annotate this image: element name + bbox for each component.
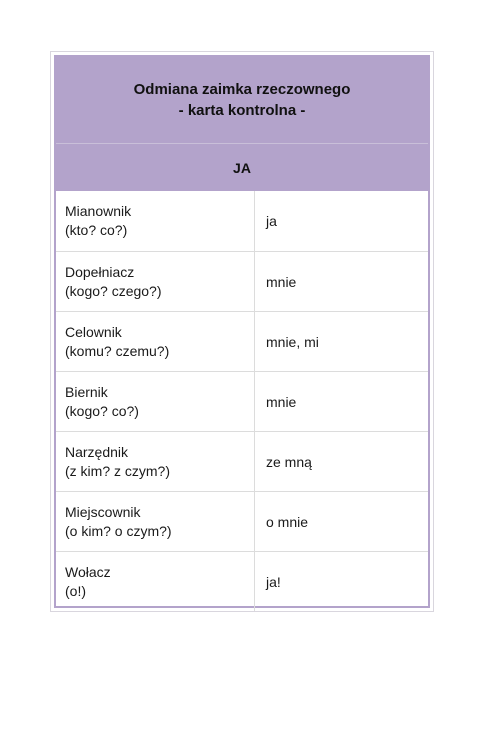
case-question: (kogo? co?) — [65, 402, 139, 419]
form-cell — [255, 191, 428, 251]
form-cell — [255, 432, 428, 491]
table-row — [56, 251, 428, 311]
case-name: Biernik — [65, 383, 108, 400]
case-name: Miejscownik — [65, 503, 141, 520]
case-name: Wołacz — [65, 563, 111, 580]
case-question: (z kim? z czym?) — [65, 462, 170, 479]
form-cell — [255, 312, 428, 371]
table-body — [56, 191, 428, 611]
title-line-1: Odmiana zaimka rzeczownego — [133, 81, 351, 98]
pronoun-form: mnie — [266, 273, 297, 290]
table-row — [56, 311, 428, 371]
pronoun-form: ja — [266, 213, 277, 229]
case-question: (kto? co?) — [65, 222, 128, 238]
table-row — [56, 491, 428, 551]
case-name: Celownik — [65, 323, 122, 340]
case-question: (o!) — [65, 582, 86, 599]
case-question: (komu? czemu?) — [65, 342, 170, 359]
case-cell — [56, 252, 255, 311]
table-row — [56, 551, 428, 611]
table-row — [56, 431, 428, 491]
case-cell — [56, 492, 255, 551]
case-name: Narzędnik — [65, 443, 129, 460]
table-row — [56, 371, 428, 431]
pronoun-form: ze mną — [266, 453, 312, 470]
case-cell — [56, 372, 255, 431]
case-cell — [56, 191, 255, 251]
title-line-2: - karta kontrolna - — [178, 102, 306, 119]
declension-table — [54, 55, 430, 608]
pronoun-form: mnie, mi — [266, 333, 319, 350]
pronoun-form: mnie — [266, 393, 297, 410]
form-cell — [255, 252, 428, 311]
pronoun-form: ja! — [266, 573, 281, 590]
pronoun-form: o mnie — [266, 513, 309, 530]
form-cell — [255, 492, 428, 551]
form-cell — [255, 552, 428, 611]
case-question: (o kim? o czym?) — [65, 522, 172, 539]
form-cell — [255, 372, 428, 431]
table-title — [56, 57, 428, 143]
case-cell — [56, 432, 255, 491]
table-row — [56, 191, 428, 251]
case-cell — [56, 552, 255, 611]
case-name: Dopełniacz — [65, 263, 135, 280]
pronoun-label: JA — [233, 159, 251, 176]
case-name: Mianownik — [65, 203, 132, 219]
declension-card — [50, 51, 434, 612]
pronoun-header — [56, 143, 428, 191]
case-cell — [56, 312, 255, 371]
case-question: (kogo? czego?) — [65, 282, 162, 299]
